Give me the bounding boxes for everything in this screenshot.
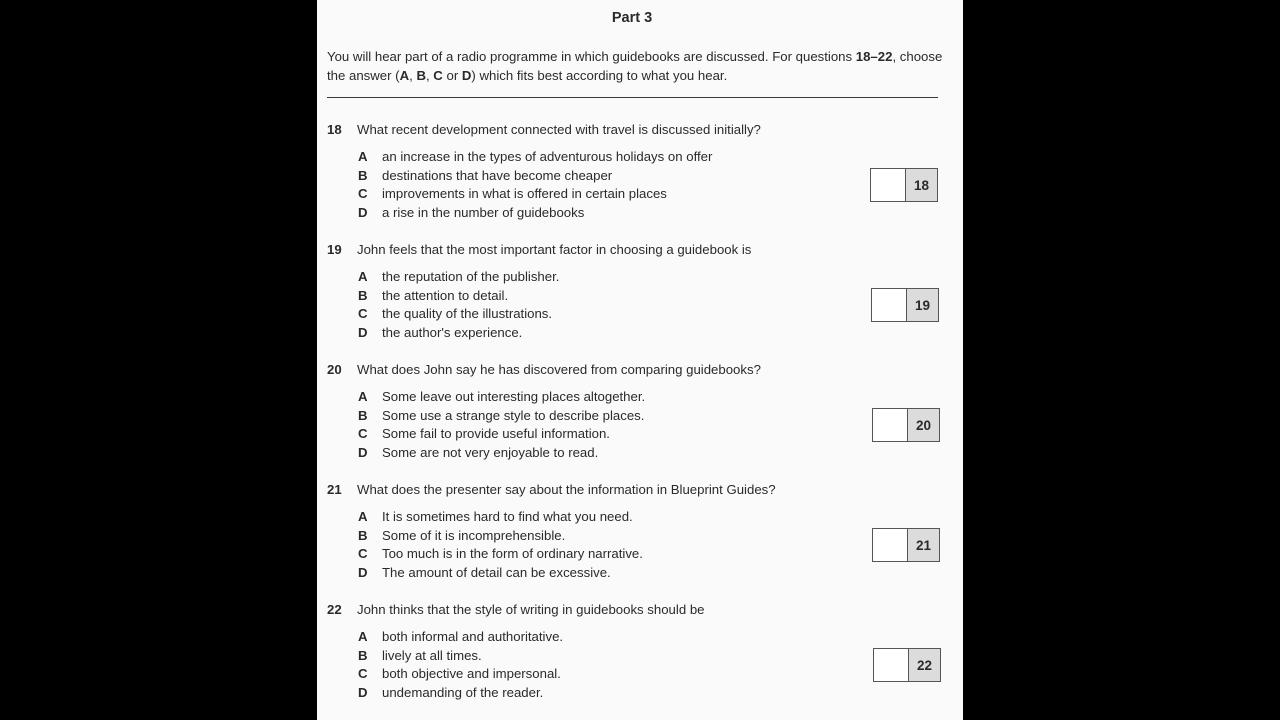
option-list [358, 389, 645, 463]
answer-box-22 [873, 648, 941, 682]
option-letter: A [358, 629, 368, 644]
letter-a: A [399, 68, 410, 83]
question-20 [327, 362, 947, 462]
option-list [358, 629, 563, 703]
option-b [358, 288, 559, 307]
option-text: Some leave out interesting places altogether. [382, 389, 646, 404]
option-d [358, 445, 645, 464]
separator-1: , [409, 68, 417, 83]
instructions-text-1: You will hear part of a radio programme in which guidebooks are discussed. For questions [327, 49, 856, 64]
question-text: John feels that the most important factor in choosing a guidebook is [357, 242, 752, 257]
option-d [358, 685, 563, 704]
answer-box-20 [872, 408, 940, 442]
option-d [358, 565, 643, 584]
question-19 [327, 242, 947, 342]
answer-box-18 [870, 168, 938, 202]
option-letter: B [358, 287, 368, 303]
answer-blank[interactable] [871, 169, 906, 201]
option-letter: D [358, 684, 368, 700]
answer-blank[interactable] [872, 289, 907, 321]
option-b [358, 408, 645, 427]
option-a [358, 389, 645, 408]
option-letter: C [358, 546, 368, 562]
option-text: Too much is in the form of ordinary narrative. [382, 546, 643, 562]
option-text: both objective and impersonal. [382, 666, 561, 682]
option-b [358, 648, 563, 667]
question-18 [327, 122, 947, 222]
option-letter: A [358, 149, 368, 164]
answer-box-label: 18 [906, 169, 937, 201]
question-text: John thinks that the style of writing in guidebooks should be [357, 602, 705, 617]
option-d [358, 205, 712, 224]
question-text: What recent development connected with travel is discussed initially? [357, 122, 761, 137]
option-list [358, 509, 643, 583]
answer-box-label: 21 [908, 529, 939, 561]
part-title: Part 3 [611, 10, 653, 26]
instructions [327, 47, 947, 85]
option-text: destinations that have become cheaper [382, 167, 613, 183]
question-stem [327, 362, 761, 377]
option-text: the reputation of the publisher. [382, 269, 560, 284]
question-number: 20 [327, 362, 342, 377]
option-text: undemanding of the reader. [382, 684, 544, 700]
question-21 [327, 482, 947, 582]
option-text: an increase in the types of adventurous holidays on offer [382, 149, 713, 164]
option-letter: C [358, 666, 368, 682]
option-text: The amount of detail can be excessive. [382, 564, 611, 580]
option-text: Some fail to provide useful information. [382, 426, 610, 442]
option-list [358, 149, 712, 223]
option-text: It is sometimes hard to find what you need. [382, 509, 633, 524]
option-text: Some are not very enjoyable to read. [382, 444, 599, 460]
question-text: What does John say he has discovered from comparing guidebooks? [357, 362, 761, 377]
option-list [358, 269, 559, 343]
option-letter: D [358, 324, 368, 340]
option-text: Some of it is incomprehensible. [382, 527, 566, 543]
question-number: 18 [327, 122, 342, 137]
question-text: What does the presenter say about the information in Blueprint Guides? [357, 482, 776, 497]
separator-3: or [442, 68, 462, 83]
option-letter: D [358, 564, 368, 580]
answer-box-21 [872, 528, 940, 562]
option-c [358, 666, 563, 685]
instructions-text-2: , choose the answer ( [327, 49, 943, 83]
option-b [358, 168, 712, 187]
option-text: lively at all times. [382, 647, 482, 663]
option-letter: C [358, 306, 368, 322]
answer-blank[interactable] [873, 409, 908, 441]
option-a [358, 509, 643, 528]
answer-box-19 [871, 288, 939, 322]
option-c [358, 186, 712, 205]
option-a [358, 269, 559, 288]
letter-d: D [461, 68, 472, 83]
option-letter: C [358, 186, 368, 202]
option-a [358, 149, 712, 168]
option-text: the quality of the illustrations. [382, 306, 553, 322]
option-c [358, 426, 645, 445]
answer-box-label: 19 [907, 289, 938, 321]
option-d [358, 325, 559, 344]
option-text: Some use a strange style to describe places. [382, 407, 645, 423]
option-text: a rise in the number of guidebooks [382, 204, 585, 220]
question-range: 18–22 [855, 49, 893, 64]
option-c [358, 306, 559, 325]
question-number: 19 [327, 242, 342, 257]
exam-page [317, 0, 963, 720]
option-b [358, 528, 643, 547]
option-letter: A [358, 509, 368, 524]
option-letter: B [358, 407, 368, 423]
letter-c: C [433, 68, 443, 83]
answer-box-label: 22 [909, 649, 940, 681]
option-letter: B [358, 167, 368, 183]
question-stem [327, 482, 776, 497]
question-stem [327, 122, 761, 137]
option-text: the attention to detail. [382, 287, 509, 303]
option-c [358, 546, 643, 565]
option-letter: B [358, 527, 368, 543]
option-letter: D [358, 204, 368, 220]
question-number: 22 [327, 602, 342, 617]
option-letter: A [358, 389, 368, 404]
question-22 [327, 602, 947, 702]
option-letter: B [358, 647, 368, 663]
divider [327, 97, 938, 98]
letter-b: B [416, 68, 426, 83]
option-a [358, 629, 563, 648]
option-letter: C [358, 426, 368, 442]
instructions-text-3: ) which fits best according to what you hear. [471, 68, 728, 83]
question-stem [327, 242, 751, 257]
answer-blank[interactable] [873, 529, 908, 561]
option-text: the author's experience. [382, 324, 523, 340]
option-letter: A [358, 269, 368, 284]
question-number: 21 [327, 482, 342, 497]
option-letter: D [358, 444, 368, 460]
answer-box-label: 20 [908, 409, 939, 441]
option-text: improvements in what is offered in certain places [382, 186, 667, 202]
answer-blank[interactable] [874, 649, 909, 681]
separator-2: , [425, 68, 434, 83]
option-text: both informal and authoritative. [382, 629, 564, 644]
question-stem [327, 602, 705, 617]
